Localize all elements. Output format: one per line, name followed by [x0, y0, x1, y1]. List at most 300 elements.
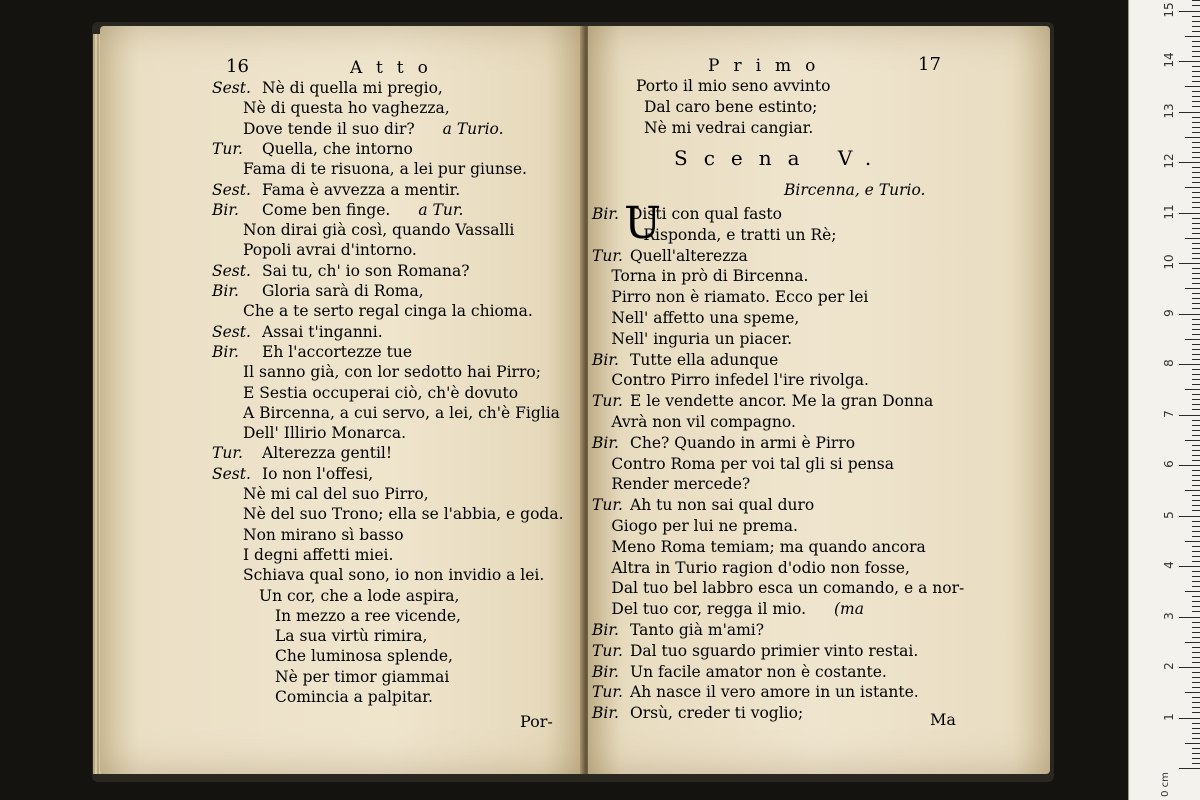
verse-line — [592, 620, 764, 640]
verse-line — [212, 443, 392, 463]
verse-line — [212, 139, 413, 159]
ruler-tick — [1192, 207, 1200, 208]
speaker-label: Bir. — [592, 205, 619, 223]
ruler-tick — [1192, 324, 1200, 325]
verse-text: Assai t'inganni. — [262, 322, 383, 341]
ruler-tick — [1192, 551, 1200, 552]
ruler-tick — [1192, 182, 1200, 183]
verse-text: Giogo per lui ne prema. — [611, 517, 798, 535]
ruler-tick — [1179, 566, 1200, 567]
ruler-tick — [1192, 132, 1200, 133]
verse-text: Fama di te risuona, a lei pur giunse. — [243, 160, 527, 179]
left-catchword: Por- — [520, 712, 553, 731]
speaker-label: Tur. — [592, 683, 623, 702]
ruler-tick — [1192, 51, 1200, 52]
ruler-tick — [1192, 455, 1200, 456]
ruler-tick — [1192, 374, 1200, 375]
verse-text: Nell' affetto una speme, — [611, 309, 800, 327]
verse-line — [616, 76, 830, 96]
ruler-tick — [1192, 16, 1200, 17]
verse-line — [212, 98, 450, 118]
verse-text: Dal caro bene estinto; — [644, 98, 818, 116]
ruler-tick — [1179, 162, 1200, 163]
ruler-tick — [1192, 334, 1200, 335]
verse-text: Nè del suo Trono; ella se l'abbia, e goda. — [243, 505, 564, 524]
verse-text: Porto il mio seno avvinto — [636, 77, 831, 95]
verse-text: I degni affetti miei. — [243, 545, 394, 564]
ruler-tick — [1192, 273, 1200, 274]
ruler-tick — [1192, 56, 1200, 57]
verse-line — [212, 626, 427, 646]
verse-text: Dal tuo sguardo primier vinto restai. — [630, 641, 919, 660]
verse-text: Ah nasce il vero amore in un istante. — [630, 683, 919, 702]
verse-text: Nè per timor giammai — [275, 667, 450, 686]
ruler-tick — [1192, 672, 1200, 673]
verse-text: Dal tuo bel labbro esca un comando, e a nor- — [611, 579, 965, 598]
ruler-tick — [1192, 344, 1200, 345]
ruler-tick — [1192, 197, 1200, 198]
verse-line — [212, 220, 514, 240]
verse-text: Un facile amator non è costante. — [630, 662, 887, 681]
ruler-tick — [1192, 723, 1200, 724]
verse-line — [212, 687, 433, 707]
ruler-tick — [1179, 516, 1200, 517]
verse-text: Altra in Turio ragion d'odio non fosse, — [611, 558, 910, 577]
speaker-label: Tur. — [592, 496, 623, 515]
verse-text: Contro Roma per voi tal gli si pensa — [611, 454, 894, 473]
ruler-tick — [1192, 571, 1200, 572]
ruler-tick — [1192, 697, 1200, 698]
ruler-tick — [1192, 308, 1200, 309]
verse-line — [212, 281, 424, 301]
stage-direction: (ma — [834, 600, 864, 619]
ruler-tick — [1192, 268, 1200, 269]
verse-line — [212, 180, 460, 200]
verse-text: Risponda, e tratti un Rè; — [643, 225, 837, 244]
ruler-number: 5 — [1162, 510, 1176, 519]
ruler-tick — [1192, 480, 1200, 481]
stage-direction: a Tur. — [418, 200, 464, 219]
verse-line — [212, 525, 404, 545]
ruler-tick — [1192, 96, 1200, 97]
verse-line — [212, 545, 393, 565]
verse-line — [592, 287, 868, 307]
verse-text: Dove tende il suo dir? — [243, 119, 415, 138]
ruler-tick — [1192, 657, 1200, 658]
verse-text: Tanto già m'ami? — [630, 621, 765, 639]
verse-line — [212, 240, 417, 260]
ruler-tick — [1192, 172, 1200, 173]
ruler-tick — [1192, 253, 1200, 254]
ruler-tick — [1192, 581, 1200, 582]
ruler-tick — [1192, 753, 1200, 754]
verse-text: Alterezza gentil! — [262, 444, 393, 463]
ruler-number: 14 — [1162, 52, 1176, 68]
verse-text: Non mirano sì basso — [243, 525, 404, 544]
ruler-tick — [1185, 692, 1200, 693]
ruler-tick — [1185, 642, 1200, 643]
ruler-tick — [1192, 763, 1200, 764]
ruler-tick — [1192, 500, 1200, 501]
ruler-tick — [1192, 420, 1200, 421]
verse-line — [212, 322, 383, 342]
verse-text: Nè di quella mi pregio, — [262, 79, 443, 97]
verse-line — [592, 329, 792, 349]
speaker-label: Bir. — [212, 200, 239, 219]
ruler-tick — [1192, 702, 1200, 703]
ruler-tick — [1192, 384, 1200, 385]
verse-text: Meno Roma temiam; ma quando ancora — [611, 537, 926, 556]
ruler-tick — [1192, 202, 1200, 203]
ruler-tick — [1185, 440, 1200, 441]
verse-line — [212, 261, 470, 281]
verse-line — [592, 225, 837, 245]
ruler-tick — [1192, 596, 1200, 597]
speaker-label: Bir. — [592, 704, 619, 723]
ruler-tick — [1192, 21, 1200, 22]
ruler-tick — [1185, 339, 1200, 340]
ruler-tick — [1192, 712, 1200, 713]
verse-line — [212, 646, 453, 666]
verse-text: E le vendette ancor. Me la gran Donna — [630, 392, 934, 411]
ruler-tick — [1179, 415, 1200, 416]
stage-direction: a Turio. — [442, 119, 504, 138]
verse-text: Contro Pirro infedel l'ire rivolga. — [611, 371, 869, 390]
ruler-tick — [1192, 495, 1200, 496]
verse-line — [592, 662, 887, 682]
ruler-tick — [1192, 303, 1200, 304]
ruler-tick — [1185, 490, 1200, 491]
verse-line — [592, 266, 808, 286]
verse-line — [616, 97, 817, 117]
ruler-number: 1 — [1162, 712, 1176, 721]
ruler-tick — [1192, 152, 1200, 153]
ruler-tick — [1185, 36, 1200, 37]
verse-text: Gloria sarà di Roma, — [262, 282, 424, 300]
ruler-tick — [1192, 127, 1200, 128]
ruler-tick — [1192, 0, 1200, 1]
verse-line — [212, 119, 504, 139]
ruler-tick — [1185, 743, 1200, 744]
ruler-tick — [1192, 601, 1200, 602]
ruler-tick — [1192, 470, 1200, 471]
ruler-tick — [1179, 718, 1200, 719]
speaker-label: Bir. — [212, 342, 239, 361]
verse-text: Eh l'accortezze tue — [262, 342, 413, 361]
ruler-tick — [1192, 278, 1200, 279]
verse-line — [592, 516, 798, 536]
ruler-tick — [1192, 430, 1200, 431]
verse-text: Nè di questa ho vaghezza, — [243, 99, 450, 118]
right-page — [588, 26, 1050, 774]
speaker-label: Tur. — [592, 246, 623, 265]
drop-cap: U — [624, 198, 662, 249]
verse-line — [212, 504, 564, 524]
ruler-tick — [1192, 536, 1200, 537]
ruler-tick — [1192, 157, 1200, 158]
verse-text: Sai tu, ch' io son Romana? — [262, 261, 470, 280]
ruler-tick — [1192, 682, 1200, 683]
right-page-number: 17 — [918, 54, 941, 75]
ruler-number: 15 — [1162, 1, 1176, 18]
ruler-tick — [1192, 738, 1200, 739]
verse-line — [592, 641, 918, 661]
speaker-label: Tur. — [212, 139, 243, 158]
verse-text: La sua virtù rimira, — [275, 627, 428, 646]
ruler-tick — [1192, 510, 1200, 511]
ruler-unit: 0 cm — [1159, 772, 1171, 797]
verse-text: Dell' Illirio Monarca. — [243, 424, 407, 443]
speaker-label: Bir. — [592, 621, 619, 639]
verse-text: Render mercede? — [611, 475, 751, 494]
speaker-label: Tur. — [592, 392, 623, 411]
verse-line — [592, 474, 750, 494]
verse-line — [212, 362, 541, 382]
verse-text: Nè mi vedrai cangiar. — [644, 119, 814, 137]
verse-text: Avrà non vil compagno. — [611, 413, 796, 431]
ruler-tick — [1192, 733, 1200, 734]
ruler-tick — [1192, 505, 1200, 506]
ruler-tick — [1179, 465, 1200, 466]
ruler-tick — [1192, 233, 1200, 234]
ruler-number: 9 — [1162, 308, 1176, 317]
verse-line — [592, 433, 855, 453]
verse-line — [592, 391, 933, 411]
ruler-tick — [1192, 147, 1200, 148]
verse-line — [592, 370, 869, 390]
verse-text: Quella, che intorno — [262, 139, 413, 158]
ruler-tick — [1192, 707, 1200, 708]
ruler-number: 12 — [1162, 153, 1176, 169]
ruler-tick — [1192, 622, 1200, 623]
ruler-tick — [1185, 541, 1200, 542]
ruler-tick — [1192, 177, 1200, 178]
scene-title: Scena V. — [674, 146, 888, 170]
ruler-tick — [1192, 26, 1200, 27]
ruler-tick — [1192, 66, 1200, 67]
ruler-tick — [1179, 263, 1200, 264]
ruler-tick — [1192, 293, 1200, 294]
left-page-number: 16 — [226, 56, 249, 77]
ruler-tick — [1192, 445, 1200, 446]
speaker-label: Sest. — [212, 464, 251, 483]
verse-line — [212, 200, 463, 220]
speaker-label: Bir. — [592, 350, 619, 369]
ruler-tick — [1192, 637, 1200, 638]
verse-text: Che a te serto regal cinga la chioma. — [243, 302, 533, 321]
verse-text: Pirro non è riamato. Ecco per lei — [611, 288, 869, 307]
verse-line — [212, 586, 459, 606]
ruler-tick — [1185, 86, 1200, 87]
ruler-tick — [1192, 611, 1200, 612]
ruler-tick — [1192, 546, 1200, 547]
ruler-tick — [1192, 319, 1200, 320]
scene-characters: Bircenna, e Turio. — [784, 181, 926, 199]
ruler-tick — [1192, 369, 1200, 370]
verse-text: Un cor, che a lode aspira, — [259, 586, 460, 605]
verse-line — [212, 606, 461, 626]
ruler-tick — [1192, 687, 1200, 688]
ruler-tick — [1192, 218, 1200, 219]
verse-line — [212, 484, 429, 504]
ruler-number: 8 — [1162, 359, 1176, 367]
ruler-tick — [1192, 409, 1200, 410]
speaker-label: Sest. — [212, 180, 251, 199]
verse-text: Io non l'offesi, — [262, 464, 374, 483]
ruler-tick — [1192, 677, 1200, 678]
ruler-tick — [1192, 248, 1200, 249]
ruler-tick — [1192, 76, 1200, 77]
verse-line — [212, 159, 527, 179]
speaker-label: Sest. — [212, 322, 251, 341]
speaker-label: Bir. — [592, 662, 619, 681]
verse-text: Che luminosa splende, — [275, 647, 453, 666]
ruler-tick — [1192, 329, 1200, 330]
verse-text: Fama è avvezza a mentir. — [262, 180, 461, 199]
ruler-tick — [1192, 627, 1200, 628]
speaker-label: Tur. — [592, 641, 623, 660]
speaker-label: Bir. — [212, 282, 239, 300]
verse-text: Ah tu non sai qual duro — [630, 496, 815, 515]
ruler-tick — [1192, 460, 1200, 461]
verse-text: Che? Quando in armi è Pirro — [630, 433, 856, 452]
verse-line — [592, 703, 803, 723]
ruler-tick — [1192, 404, 1200, 405]
ruler-number: 4 — [1162, 561, 1176, 569]
ruler-tick — [1192, 485, 1200, 486]
ruler-tick — [1192, 359, 1200, 360]
ruler-tick — [1192, 662, 1200, 663]
verse-text: Torna in prò di Bircenna. — [611, 267, 809, 286]
ruler-tick — [1192, 556, 1200, 557]
ruler-number: 3 — [1162, 611, 1176, 620]
ruler-tick — [1192, 450, 1200, 451]
ruler-tick — [1192, 394, 1200, 395]
ruler-tick — [1192, 728, 1200, 729]
ruler-tick — [1192, 379, 1200, 380]
left-page — [100, 26, 584, 774]
verse-line — [592, 495, 814, 515]
verse-text: Quell'alterezza — [630, 246, 748, 265]
ruler-tick — [1179, 768, 1200, 769]
verse-line — [212, 423, 406, 443]
verse-text: Nè mi cal del suo Pirro, — [243, 485, 429, 503]
verse-text: Nell' inguria un piacer. — [611, 329, 793, 348]
ruler-tick — [1185, 591, 1200, 592]
verse-text: Popoli avrai d'intorno. — [243, 241, 417, 260]
ruler-tick — [1179, 364, 1200, 365]
ruler-number: 7 — [1162, 409, 1176, 418]
ruler-tick — [1192, 354, 1200, 355]
ruler-tick — [1192, 748, 1200, 749]
ruler-tick — [1185, 187, 1200, 188]
ruler-tick — [1179, 667, 1200, 668]
ruler-tick — [1192, 258, 1200, 259]
measurement-ruler — [1128, 0, 1200, 800]
ruler-tick — [1192, 41, 1200, 42]
verse-line — [592, 537, 926, 557]
ruler-number: 10 — [1162, 254, 1176, 270]
ruler-tick — [1192, 521, 1200, 522]
ruler-tick — [1179, 61, 1200, 62]
verse-line — [592, 454, 894, 474]
ruler-tick — [1179, 112, 1200, 113]
ruler-tick — [1192, 475, 1200, 476]
speaker-label: Sest. — [212, 261, 251, 280]
left-running-header: Atto — [350, 58, 442, 78]
ruler-tick — [1185, 238, 1200, 239]
ruler-tick — [1192, 632, 1200, 633]
verse-line — [212, 301, 533, 321]
speaker-label: Tur. — [212, 444, 243, 463]
verse-text: E Sestia occuperai ciò, ch'è dovuto — [243, 383, 519, 402]
ruler-tick — [1179, 213, 1200, 214]
verse-text: Comincia a palpitar. — [275, 688, 433, 706]
verse-text: A Bircenna, a cui servo, a lei, ch'è Figlia — [243, 403, 560, 422]
verse-text: In mezzo a ree vicende, — [275, 606, 461, 625]
ruler-tick — [1192, 561, 1200, 562]
ruler-tick — [1192, 531, 1200, 532]
ruler-tick — [1192, 192, 1200, 193]
ruler-tick — [1192, 758, 1200, 759]
verse-line — [212, 342, 412, 362]
ruler-tick — [1179, 314, 1200, 315]
ruler-tick — [1192, 167, 1200, 168]
verse-line — [592, 308, 799, 328]
ruler-tick — [1192, 228, 1200, 229]
verse-text: Come ben finge. — [262, 200, 391, 219]
ruler-tick — [1185, 389, 1200, 390]
verse-line — [592, 682, 919, 702]
ruler-tick — [1192, 576, 1200, 577]
verse-text: Non dirai già così, quando Vassalli — [243, 221, 515, 240]
ruler-tick — [1192, 526, 1200, 527]
verse-line — [592, 204, 782, 224]
ruler-tick — [1192, 117, 1200, 118]
verse-text: Orsù, creder ti voglio; — [630, 704, 804, 723]
verse-line — [212, 383, 518, 403]
ruler-tick — [1192, 586, 1200, 587]
ruler-tick — [1192, 243, 1200, 244]
verse-line — [592, 350, 778, 370]
verse-text: Disti con qual fasto — [630, 205, 782, 223]
verse-text: Tutte ella adunque — [630, 350, 779, 369]
ruler-tick — [1192, 425, 1200, 426]
ruler-number: 13 — [1162, 102, 1176, 119]
verse-line — [592, 412, 796, 432]
right-catchword: Ma — [930, 710, 956, 729]
speaker-label: Bir. — [592, 433, 619, 452]
verse-line — [592, 578, 964, 598]
verse-text: Schiava qual sono, io non invidio a lei. — [243, 566, 545, 585]
verse-line — [212, 565, 544, 585]
verse-line — [212, 78, 443, 98]
ruler-tick — [1192, 647, 1200, 648]
verse-line — [616, 118, 813, 138]
verse-line — [592, 558, 910, 578]
ruler-number: 6 — [1162, 460, 1176, 468]
verse-text: Il sanno già, con lor sedotto hai Pirro; — [243, 363, 541, 382]
verse-line — [592, 599, 864, 619]
ruler-tick — [1192, 223, 1200, 224]
ruler-tick — [1192, 106, 1200, 107]
ruler-tick — [1192, 606, 1200, 607]
ruler-tick — [1185, 288, 1200, 289]
ruler-tick — [1192, 435, 1200, 436]
ruler-tick — [1192, 399, 1200, 400]
ruler-tick — [1192, 349, 1200, 350]
speaker-label: Sest. — [212, 79, 251, 97]
